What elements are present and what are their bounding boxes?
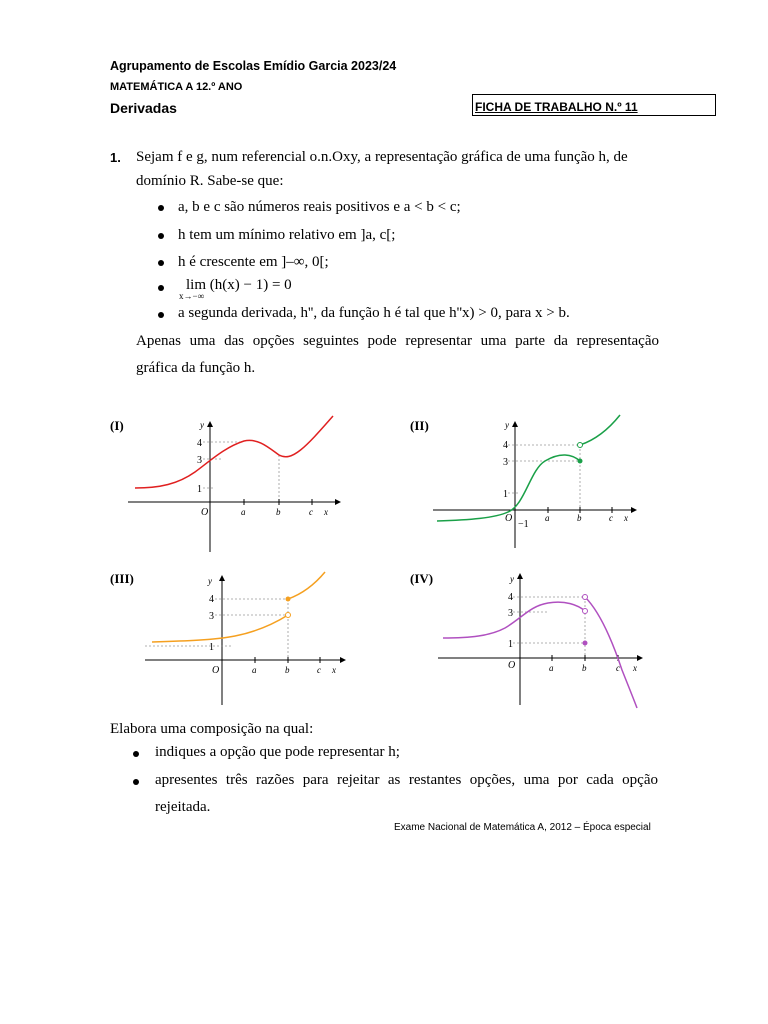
a-label: a	[545, 513, 550, 523]
condition-1: a, b e c são números reais positivos e a < b < c;	[178, 199, 461, 215]
source-citation: Exame Nacional de Matemática A, 2012 – Época especial	[394, 822, 651, 833]
b-label: b	[582, 663, 587, 673]
graph-ii-curve-left	[437, 455, 580, 521]
condition-3: h é crescente em ]–∞, 0[;	[178, 254, 329, 270]
graph-ii-label: (II)	[410, 418, 429, 433]
tick-4: 4	[209, 594, 214, 605]
graph-i-curve	[135, 416, 333, 488]
topic-title: Derivadas	[110, 100, 177, 116]
c-label: c	[309, 507, 313, 517]
tick-4: 4	[508, 592, 513, 603]
open-point-top	[583, 595, 588, 600]
sheet-title: FICHA DE TRABALHO N.º 11	[475, 100, 638, 114]
c-label: c	[317, 665, 321, 675]
graph-iv-curve-left	[443, 602, 585, 638]
condition-5: a segunda derivada, h'', da função h é tal que h''x) > 0, para x > b.	[178, 305, 570, 321]
a-label: a	[252, 665, 257, 675]
instruction-line1: Apenas uma das opções seguintes pode representar uma parte da representação	[136, 333, 659, 349]
origin-label: O	[201, 507, 209, 518]
tick-4: 4	[197, 438, 202, 449]
graph-iv-label: (IV)	[410, 571, 434, 586]
y-label: y	[510, 574, 514, 584]
graph-iii-curve-right	[288, 572, 325, 599]
task-intro: Elabora uma composição na qual:	[110, 721, 314, 737]
tick-1: 1	[197, 484, 202, 495]
graph-ii-curve-right	[580, 415, 620, 445]
task-item-2: apresentes três razões para rejeitar as restantes opções, uma por cada opção	[155, 772, 658, 788]
school-name: Agrupamento de Escolas Emídio Garcia 2023/24	[110, 59, 397, 73]
question-number: 1.	[110, 150, 121, 165]
y-label: y	[200, 420, 204, 430]
b-label: b	[577, 513, 582, 523]
closed-point	[286, 597, 291, 602]
graph-iii	[110, 571, 345, 705]
tick-3: 3	[503, 457, 508, 468]
open-point	[583, 609, 588, 614]
instruction-line2: gráfica da função h.	[136, 360, 256, 376]
c-label: c	[609, 513, 613, 523]
graph-ii	[410, 415, 636, 548]
grade-label: MATEMÁTICA A 12.º ANO	[110, 81, 243, 93]
task-item-2-cont: rejeitada.	[155, 799, 211, 815]
a-label: a	[549, 663, 554, 673]
condition-4-limit: lim (h(x) − 1) = 0	[186, 277, 292, 293]
x-label: x	[633, 663, 637, 673]
tick-4: 4	[503, 440, 508, 451]
condition-2: h tem um mínimo relativo em ]a, c[;	[178, 227, 396, 243]
graph-i-label: (I)	[110, 418, 124, 433]
b-label: b	[285, 665, 290, 675]
a-label: a	[241, 507, 246, 517]
task-item-1: indiques a opção que pode representar h;	[155, 744, 400, 760]
limit-subscript: x→−∞	[179, 291, 204, 301]
graph-i	[110, 416, 340, 552]
tick-1: 1	[508, 639, 513, 650]
closed-point	[578, 459, 583, 464]
question-intro-line1: Sejam f e g, num referencial o.n.Oxy, a representação gráfica de uma função h, de	[136, 149, 628, 165]
y-label: y	[505, 420, 509, 430]
graph-iv	[410, 571, 642, 708]
open-point	[578, 443, 583, 448]
open-point	[286, 613, 291, 618]
graph-iii-curve-left	[152, 615, 288, 642]
y-label: y	[208, 576, 212, 586]
graph-iv-curve-right	[585, 597, 637, 708]
question-intro-line2: domínio R. Sabe-se que:	[136, 173, 284, 189]
bullet-dot	[133, 751, 139, 757]
tick-3: 3	[197, 455, 202, 466]
tick-1: 1	[503, 489, 508, 500]
x-label: x	[332, 665, 336, 675]
origin-label: O	[212, 665, 220, 676]
tick-3: 3	[508, 608, 513, 619]
tick-3: 3	[209, 611, 214, 622]
c-label: c	[616, 663, 620, 673]
tick-1: 1	[209, 642, 214, 653]
origin-label: O	[505, 513, 513, 524]
origin-label: O	[508, 660, 516, 671]
x-label: x	[324, 507, 328, 517]
bullet-dot	[133, 779, 139, 785]
tick-neg1: −1	[518, 519, 529, 530]
x-label: x	[624, 513, 628, 523]
graph-iii-label: (III)	[110, 571, 134, 586]
b-label: b	[276, 507, 281, 517]
closed-point	[583, 641, 588, 646]
